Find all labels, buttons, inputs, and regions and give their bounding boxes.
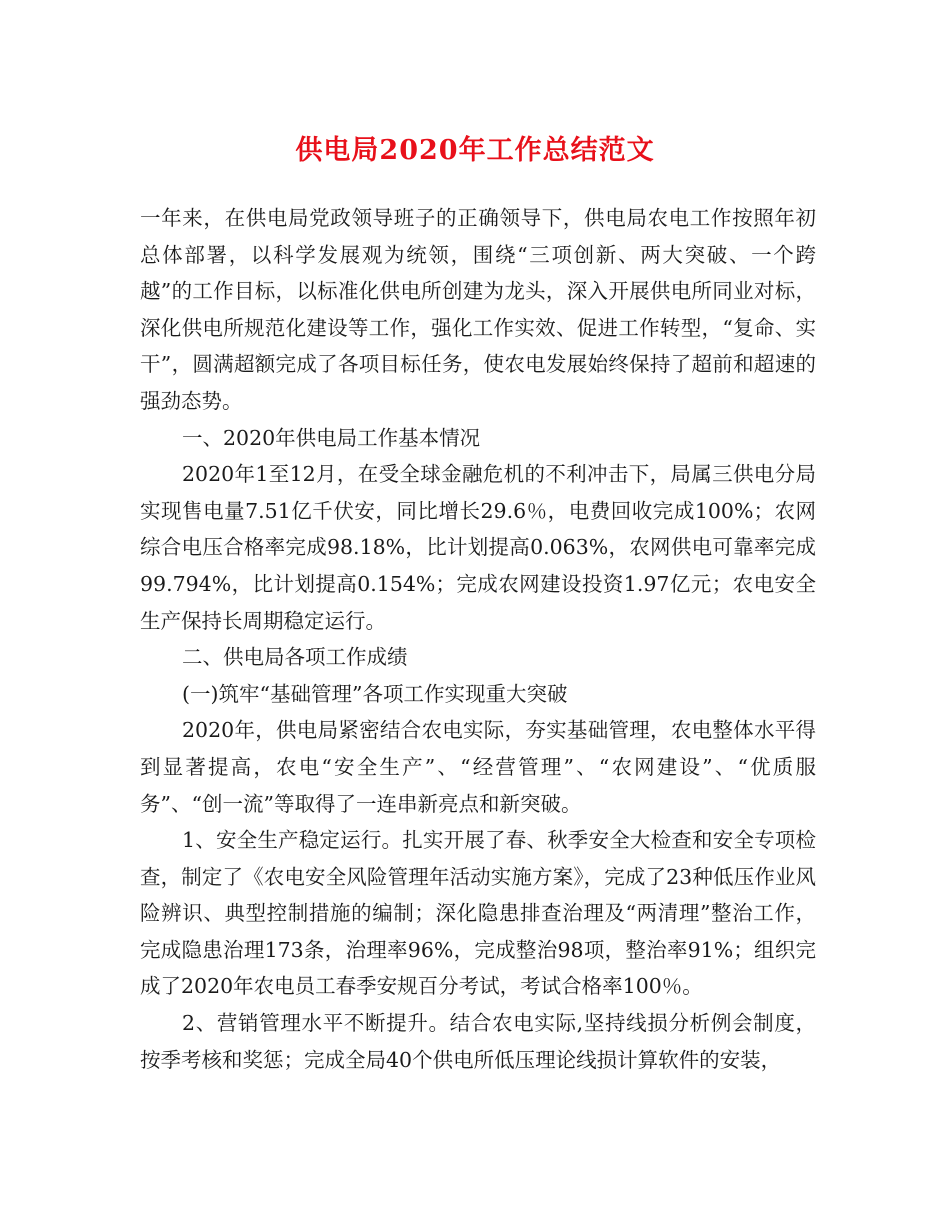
paragraph-safety-production: 1、安全生产稳定运行。扎实开展了春、秋季安全大检查和安全专项检查，制定了《农电安全风险管理年活动实施方案》，完成了23种低压作业风险辨识、典型控制措施的编制；深化隐患排查治理及“两清理”整治工作，完成隐患治理173条，治理率96%，完成整治98项，整治率91%；组织完成了2020年农电员工春季安规百分考试，考试合格率100％。 xyxy=(140,828,816,999)
document-body xyxy=(140,200,816,1078)
intro-paragraph: 一年来，在供电局党政领导班子的正确领导下，供电局农电工作按照年初总体部署，以科学发展观为统领，围绕“三项创新、两大突破、一个跨越”的工作目标，以标准化供电所创建为龙头，深入开展供电所同业对标，深化供电所规范化建设等工作，强化工作实效、促进工作转型，“复命、实干”，圆满超额完成了各项目标任务，使农电发展始终保持了超前和超速的强劲态势。 xyxy=(140,206,816,413)
paragraph-basic-management: 2020年，供电局紧密结合农电实际，夯实基础管理，农电整体水平得到显著提高，农电“安全生产”、“经营管理”、“农网建设”、“优质服务”、“创一流”等取得了一连串新亮点和新突破。 xyxy=(140,718,816,816)
section-heading-2: 二、供电局各项工作成绩 xyxy=(182,645,408,670)
paragraph-marketing-management: 2、营销管理水平不断提升。结合农电实际,坚持线损分析例会制度，按季考核和奖惩；完成全局40个供电所低压理论线损计算软件的安装， xyxy=(140,1011,816,1072)
document-title: 供电局2020年工作总结范文 xyxy=(295,135,655,166)
section-heading-1: 一、2020年供电局工作基本情况 xyxy=(182,425,481,450)
subsection-heading-1: (一)筑牢“基础管理”各项工作实现重大突破 xyxy=(182,681,568,706)
paragraph-basic-situation: 2020年1至12月，在受全球金融危机的不利冲击下，局属三供电分局实现售电量7.51亿千伏安，同比增长29.6％，电费回收完成100%；农网综合电压合格率完成98.18%，比计划提高0.063%，农网供电可靠率完成99.794%，比计划提高0.154%；完成农网建设投资1.97亿元；农电安全生产保持长周期稳定运行。 xyxy=(140,462,816,633)
